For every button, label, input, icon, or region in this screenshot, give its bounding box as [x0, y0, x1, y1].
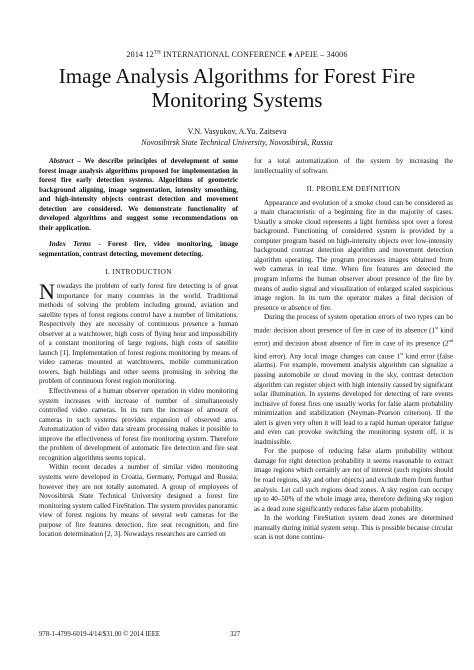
page-number: 327	[230, 631, 241, 638]
abstract	[39, 157, 238, 233]
sup-second: nd	[448, 337, 453, 343]
definition-paragraph-1: Appearance and evolution of a smoke cloud can be considered as a main characteristic of a beginning fire in the majority of cases. Usually a smoke cloud represents a light formless spot over a forest background. Functioning of considered system is provided by a computer program based on high-intensity objects over low-intensity background contrast detection algorithm and movement detection algorithm operating. The program processes images obtained from web cameras in real time. When fire features are detected the program informs the human observer about presence of the fire by means of audio signal and visualization of enlarged scaled suspicious image region. In its turn the operator makes a final decision of presence or absence of fire.	[254, 198, 453, 312]
abstract-label: Abstract	[49, 157, 74, 165]
def-p2-part-a: During the process of system operation errors of two types can be made: decision about presence of fire in case of its absence (1	[254, 313, 453, 335]
conference-sup: TH	[153, 50, 161, 56]
abstract-text: – We describe principles of development of some forest image analysis algorithms proposed for implementation in forest fire early detection systems. Algorithms of geometric background aligning, image segmentation, intensity smoothing, and high-intensity objects contrast detection and movement detection are considered. We demonstrate functionality of developed algorithms and suggest some recommendations on their application.	[39, 157, 238, 232]
affiliation: Novosibirsk State Technical University, Novosibirsk, Russia	[141, 138, 333, 147]
right-continuation-paragraph: for a total automatization of the system by increasing the intellectuality of software.	[254, 157, 453, 175]
sup-first-2: st	[400, 350, 404, 356]
sup-first: st	[435, 324, 439, 330]
section-heading-introduction: I. INTRODUCTION	[105, 267, 172, 277]
intro-paragraph-1-text: owadays the problem of early forest fire detecting is of great importance for many countries in the world. Traditional methods of solving the problem including ground, aviation and satellite types of forest regions control have a number of limitations. Respectively they are necessity of continuous presence a human observer at a watchtower, high costs of flying hour and impossibility of a constant monitoring of large regions, high costs of satellite launch [1]. Implementation of forest regions monitoring by means of video cameras mounted at watchtowers, mobile communication towers, high buildings and other seems promising in solving the problem of continuous forest region monitoring.	[39, 282, 238, 386]
intro-paragraph-1	[39, 279, 238, 387]
footer-isbn-copyright: 978-1-4799-6019-4/14/$31.00 © 2014 IEEE	[39, 631, 161, 638]
intro-paragraph-2: Effectiveness of a human observer operation in video monitoring system increases with increase of number of simultaneously controlled video cameras. In its turn the increase of amount of cameras in such systems provides expansion of observed area. Automatization of video data stream processing makes it possible to improve the effectiveness of forest fire monitoring system. Therefore the problem of development of automatic fire detection and fire seat recognition algorithms seems topical.	[39, 387, 238, 462]
definition-paragraph-2	[254, 313, 453, 447]
def-p2-part-b: kind error) and decision about absence of fire in case of its presence (2	[254, 326, 454, 348]
authors: V.N. Vasyukov, A.Yu. Zaitseva	[187, 127, 287, 136]
def-p2-part-c: kind error). Any local image changes can cause 1	[254, 351, 401, 360]
def-p2-part-d: kind error (false alarms). For example, movement analysis algorithm can signalize a passing automobile or cloud moving in the sky, contrast detection algorithm can register object with high intensity caused by significant solar illumination. In systems developed for detecting of rare events inclusive of forest fires one usually works for false alarm probability minimization and stabilization (Neyman–Pearson criterion). If the alert is given very often it will lead to a rapid human operator fatigue and even can provoke switching the monitoring system off, it is inadmissible.	[254, 351, 454, 446]
definition-paragraph-4: In the working FireStation system dead zones are determined manually during initial system setup. This is possible because circular scan is not done continu-	[254, 514, 453, 542]
index-terms-label: Index Terms	[49, 240, 92, 249]
section-heading-problem-definition: II. PROBLEM DEFINITION	[306, 184, 401, 194]
conference-header	[0, 50, 474, 59]
definition-paragraph-3: For the purpose of reducing false alarm probability without damage for right detection probability it seems reasonable to extract image regions which certainly are not of interest (such regions should be road regions, sky and other objects) and exclude them from further analysis. Let call such regions dead zones. A sky region can occupy up to 40–50% of the whole image area, therefore defining sky region as a dead zone significantly reduces false alarm probability.	[254, 447, 453, 513]
title-line-2: Monitoring Systems	[151, 88, 323, 112]
right-column	[254, 157, 453, 543]
drop-cap: N	[39, 279, 55, 305]
conference-year: 2014 12	[126, 50, 154, 59]
index-terms	[39, 240, 238, 259]
intro-paragraph-3: Within recent decades a number of similar video monitoring systems were developed in Croatia, Germany, Portugal and Russia; however they are not totally automated. A group of employees of Novosibirsk State Technical University designed a forest fire monitoring system called FireStation. The system provides panoramic view of forest regions by means of several web cameras for the purpose of fire features detection, fire seat recognition, and fire location determination [2, 3]. Nowadays researches are carried on	[39, 463, 238, 539]
title-line-1: Image Analysis Algorithms for Forest Fire	[58, 64, 416, 88]
left-column	[39, 157, 238, 540]
conference-name: INTERNATIONAL CONFERENCE ♦ APEIE – 34006	[160, 50, 348, 59]
paper-title	[0, 64, 474, 112]
index-terms-text: - Forest fire, video monitoring, image segmentation, contrast detecting, movement detecting.	[39, 240, 238, 258]
